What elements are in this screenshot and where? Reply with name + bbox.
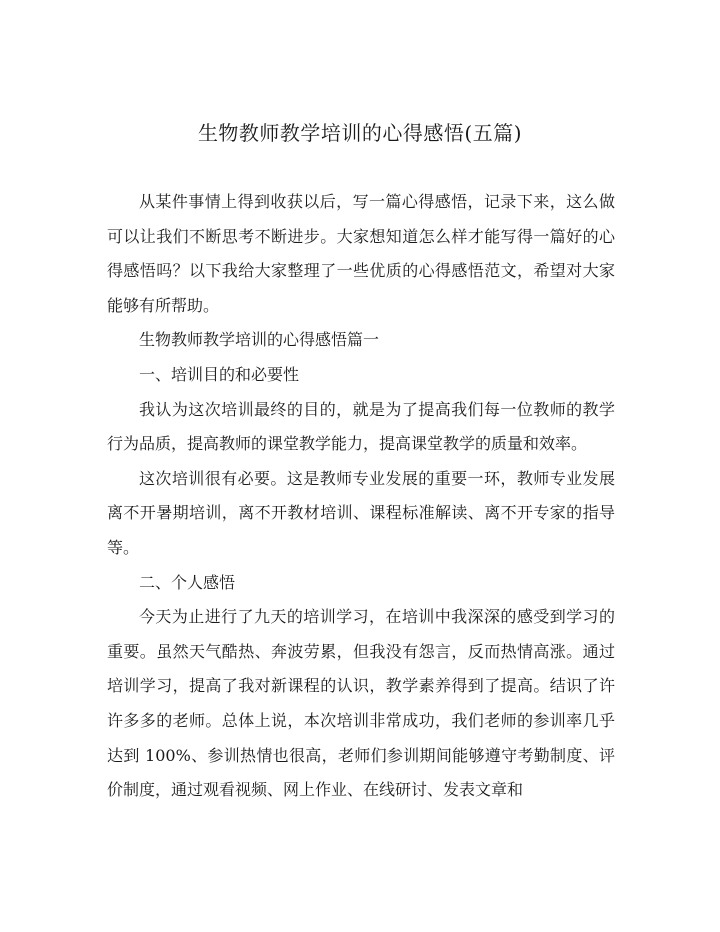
intro-paragraph: 从某件事情上得到收获以后，写一篇心得感悟，记录下来，这么做可以让我们不断思考不断进步。大家想知道怎么样才能写得一篇好的心得感悟吗？以下我给大家整理了一些优质的心得感悟范文，希望对大家能够有所帮助。 <box>107 192 615 315</box>
subheading-personal-insights: 二、个人感悟 <box>139 572 236 592</box>
document-body <box>107 185 615 808</box>
paragraph-purpose: 我认为这次培训最终的目的，就是为了提高我们每一位教师的教学行为品质，提高教师的课堂教学能力，提高课堂教学的质量和效率。 <box>107 399 615 454</box>
section-heading-part-one: 生物教师教学培训的心得感悟篇一 <box>139 330 380 350</box>
paragraph-necessity: 这次培训很有必要。这是教师专业发展的重要一环，教师专业发展离不开暑期培训，离不开教材培训、课程标准解读、离不开专家的指导等。 <box>107 468 615 557</box>
subheading-purpose: 一、培训目的和必要性 <box>139 364 300 384</box>
document-title: 生物教师教学培训的心得感悟(五篇) <box>197 121 523 145</box>
paragraph-personal-insights: 今天为止进行了九天的培训学习，在培训中我深深的感受到学习的重要。虽然天气酷热、奔波劳累，但我没有怨言，反而热情高涨。通过培训学习，提高了我对新课程的认识，教学素养得到了提高。结识了许许多多的老师。总体上说，本次培训非常成功，我们老师的参训率几乎达到 100%、参训热情也很高，老师们参训期间能够遵守考勤制度、评价制度，通过观看视频、网上作业、在线研讨、发表文章和 <box>107 607 615 800</box>
